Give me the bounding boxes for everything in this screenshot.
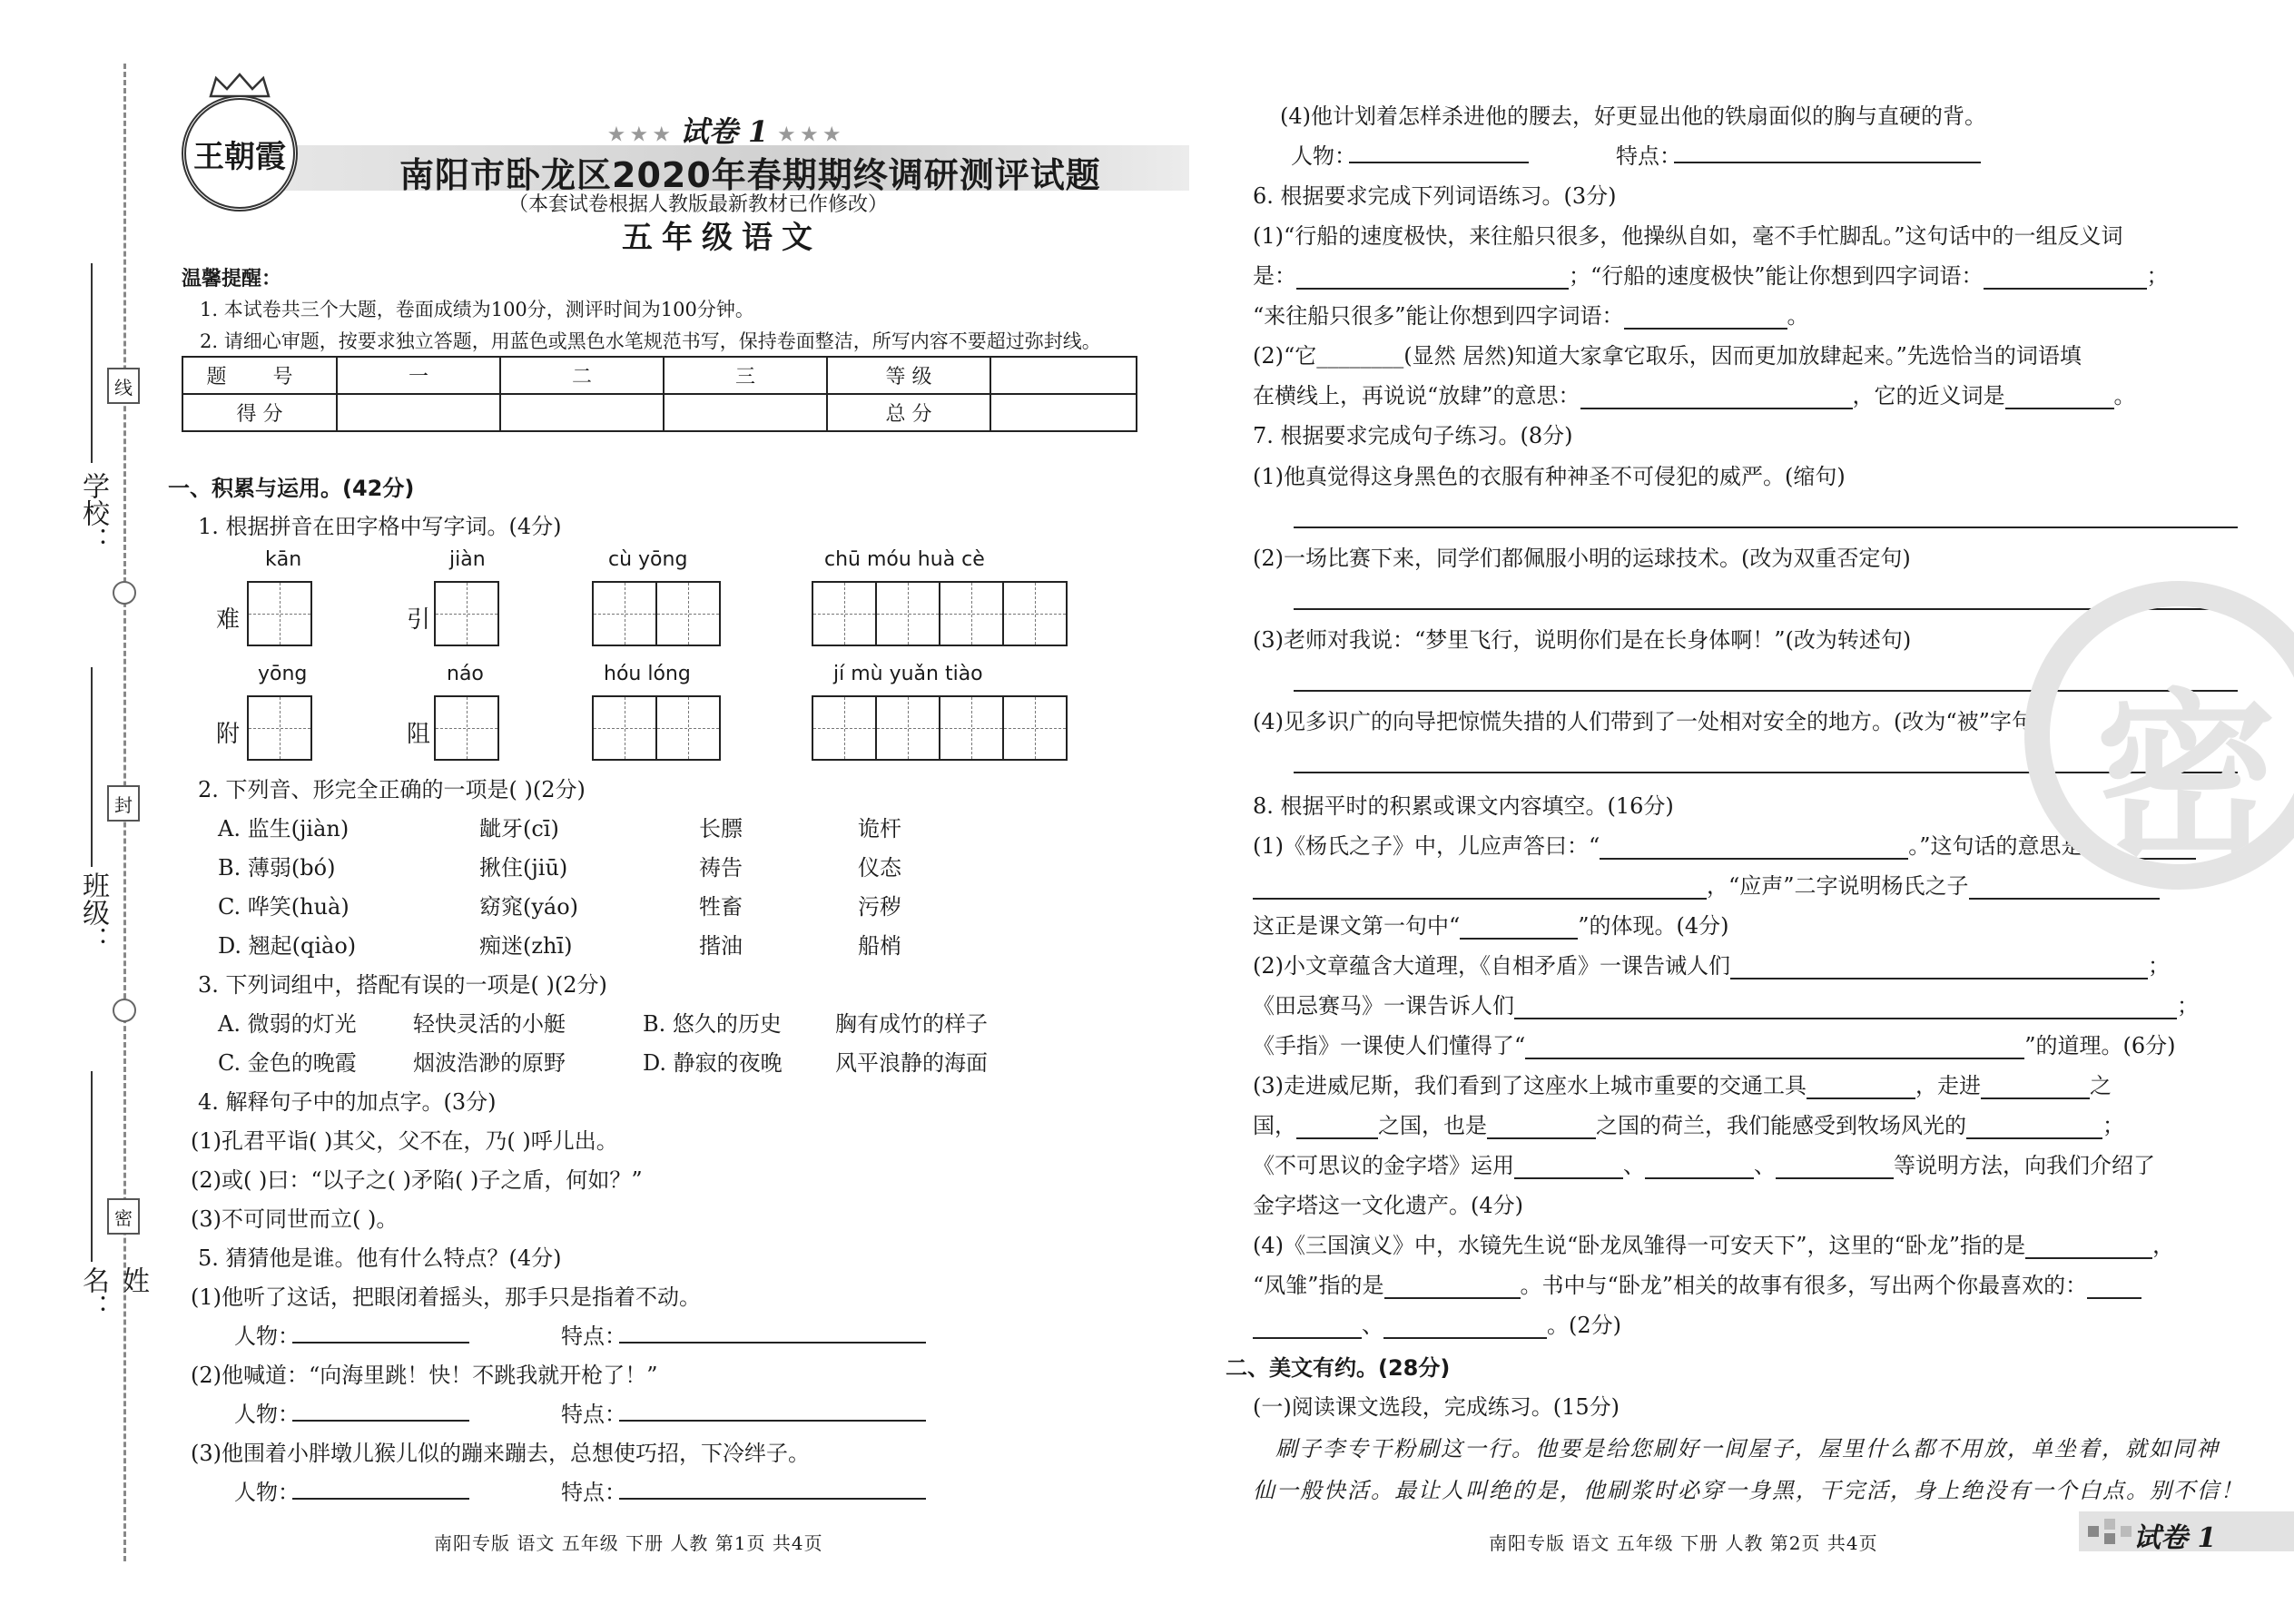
question-text: ；“行船的速度极快”能让你想到四字词语： — [1569, 263, 1984, 289]
question-text: “凤雏”指的是 — [1253, 1273, 1384, 1298]
option-cell: C. 金色的晚霞 — [218, 1050, 357, 1076]
star-icon: ★ ★ ★ — [778, 123, 841, 145]
tian-grid-box[interactable] — [592, 695, 657, 761]
question-text: 之国的荷兰，我们能感受到牧场风光的 — [1596, 1113, 1966, 1138]
tab-label: 试卷 1 — [2133, 1522, 2217, 1554]
question-text: ”的道理。(6分) — [2024, 1033, 2176, 1058]
question-text: 。 — [1787, 303, 1809, 329]
score-cell: 等 级 — [827, 357, 990, 394]
option-cell: 风平浪静的海面 — [835, 1050, 988, 1076]
section-title: 一、积累与运用。(42分) — [168, 476, 415, 501]
score-cell[interactable] — [664, 394, 827, 431]
tian-grid-box[interactable] — [247, 581, 312, 646]
person-label: 人物： — [234, 1480, 300, 1505]
option-cell: 胸有成竹的样子 — [835, 1011, 988, 1037]
score-cell: 得 分 — [182, 394, 337, 431]
tian-grid-box[interactable] — [655, 695, 721, 761]
class-label: 班级： — [77, 871, 109, 953]
option-cell: D. 静寂的夜晚 — [643, 1050, 783, 1076]
question-line: (2)“它________(显然 居然)知道大家拿它取乐，因而更加放肆起来。”先选恰当的词语填 — [1253, 343, 2082, 369]
q5-item: (3)他围着小胖墩儿猴儿似的蹦来蹦去，总想使巧招，下冷绊子。 — [191, 1441, 810, 1466]
question-line — [1253, 1028, 2176, 1059]
trait-blank[interactable] — [619, 1478, 926, 1500]
tian-grid-box[interactable] — [247, 695, 312, 761]
question-line — [1253, 378, 2136, 409]
tab-square-icon — [2088, 1526, 2099, 1537]
tian-grid-box[interactable] — [812, 695, 877, 761]
trait-label: 特点： — [1616, 143, 1681, 169]
question-text: (3)走进威尼斯，我们看到了这座水上城市重要的交通工具 — [1253, 1073, 1807, 1098]
tian-grid-box[interactable] — [1002, 695, 1068, 761]
answer-line[interactable]: (3)不可同世而立( )。 — [191, 1206, 399, 1232]
q5-item: (1)他听了这话，把眼闭着摇头，那手只是指着不动。 — [191, 1284, 701, 1310]
score-row — [182, 357, 1137, 394]
answer-blank[interactable] — [1984, 268, 2147, 290]
answer-blank[interactable] — [1981, 1078, 2090, 1099]
answer-blank[interactable] — [1966, 1117, 2102, 1139]
question-stem: 4. 解释句子中的加点字。(3分) — [198, 1089, 497, 1115]
person-blank[interactable] — [1349, 142, 1529, 163]
series-tab — [2079, 1511, 2294, 1554]
question-text: ”的体现。(4分) — [1578, 913, 1729, 939]
question-text: 、 — [1623, 1153, 1645, 1178]
score-cell[interactable] — [990, 394, 1137, 431]
question-line — [1253, 298, 1809, 330]
question-text: 《手指》一课使人们懂得了“ — [1253, 1033, 1526, 1058]
char-label: 阻 — [407, 721, 431, 748]
tian-grid-box[interactable] — [812, 581, 877, 646]
class-field[interactable] — [54, 667, 109, 958]
tian-grid-box[interactable] — [939, 695, 1004, 761]
tian-grid-box[interactable] — [592, 581, 657, 646]
question-line — [1253, 868, 2160, 900]
answer-blank[interactable] — [1600, 838, 1908, 860]
char-label: 难 — [216, 606, 241, 634]
seal-mark: 封 — [107, 785, 140, 822]
question-text: ； — [2148, 953, 2170, 979]
answer-blank[interactable] — [1776, 1157, 1894, 1179]
score-cell: 总 分 — [827, 394, 990, 431]
option-cell: 祷告 — [699, 855, 743, 881]
option-cell: A. 微弱的灯光 — [218, 1011, 357, 1037]
question-line: (2)一场比赛下来，同学们都佩服小明的运球技术。(改为双重否定句) — [1253, 546, 1911, 571]
question-text: 。 — [2113, 383, 2136, 408]
option-cell: 仪态 — [858, 855, 901, 881]
option-cell: B. 悠久的历史 — [643, 1011, 782, 1037]
question-text: ； — [2146, 263, 2169, 289]
question-stem: 7. 根据要求完成句子练习。(8分) — [1253, 423, 1573, 448]
question-line — [1253, 908, 1729, 940]
pinyin: yōng — [258, 663, 308, 685]
school-line — [91, 263, 93, 463]
score-cell[interactable] — [337, 394, 500, 431]
question-line: (4)见多识广的向导把惊慌失措的人们带到了一处相对安全的地方。(改为“被”字句) — [1253, 709, 2043, 734]
question-stem: 8. 根据平时的积累或课文内容填空。(16分) — [1253, 793, 1674, 819]
score-table — [182, 356, 1137, 432]
option-cell: 诡杆 — [858, 816, 901, 842]
option-cell: C. 哗笑(huà) — [218, 894, 350, 920]
question-text: “来往船只很多”能让你想到四字词语： — [1253, 303, 1624, 329]
question-line — [1253, 258, 2169, 290]
question-text: ， — [2152, 1233, 2175, 1258]
score-cell[interactable] — [990, 357, 1137, 394]
answer-blank[interactable] — [1645, 1157, 1754, 1179]
tip-item: 2. 请细心审题，按要求独立答题，用蓝色或黑色水笔规范书写，保持卷面整洁，所写内容不要超过弥封线。 — [200, 330, 1101, 352]
answer-blank[interactable] — [1253, 1317, 1362, 1339]
question-text: 是： — [1253, 263, 1296, 289]
answer-blank[interactable] — [1383, 1317, 1547, 1339]
answer-line[interactable]: (1)孔君平诣( )其父，父不在，乃( )呼儿出。 — [191, 1128, 618, 1154]
person-label: 人物： — [1291, 143, 1356, 169]
name-field[interactable] — [54, 1071, 149, 1343]
question-text: (1)《杨氏之子》中，儿应声答曰：“ — [1253, 833, 1600, 859]
char-label: 附 — [216, 721, 241, 748]
score-cell[interactable] — [500, 394, 664, 431]
answer-blank[interactable] — [1296, 1117, 1378, 1139]
question-text: 国， — [1253, 1113, 1296, 1138]
question-text: 。”这句话的意思是： — [1908, 833, 2105, 859]
option-cell: D. 翘起(qiào) — [218, 933, 357, 959]
option-cell: 龇牙(cī) — [479, 816, 559, 842]
seal-mark: 密 — [107, 1198, 140, 1235]
question-line — [1253, 1147, 2155, 1179]
q5-item: (2)他喊道：“向海里跳！快！不跳我就开枪了！” — [191, 1363, 658, 1388]
question-text: 这正是课文第一句中“ — [1253, 913, 1461, 939]
trait-blank[interactable] — [619, 1400, 926, 1422]
tian-grid-box[interactable] — [939, 581, 1004, 646]
tian-grid-box[interactable] — [434, 695, 499, 761]
answer-blank[interactable] — [1730, 958, 2148, 979]
tian-grid-box[interactable] — [434, 581, 499, 646]
score-cell: 三 — [664, 357, 827, 394]
pinyin: cù yōng — [608, 548, 688, 571]
pinyin: jiàn — [449, 548, 486, 571]
question-text: 、 — [1754, 1153, 1776, 1178]
answer-blank[interactable] — [1514, 998, 2177, 1019]
option-cell: 窈窕(yáo) — [479, 894, 579, 920]
grade-subject: 五年级语文 — [622, 220, 822, 256]
tian-grid-box[interactable] — [1002, 581, 1068, 646]
question-text: 在横线上，再说说“放肆”的意思： — [1253, 383, 1580, 408]
trait-blank[interactable] — [1674, 142, 1981, 163]
option-cell: 烟波浩渺的原野 — [413, 1050, 566, 1076]
trait-blank[interactable] — [619, 1322, 926, 1343]
pinyin: náo — [447, 663, 484, 685]
pinyin: hóu lóng — [604, 663, 691, 685]
question-text: 之 — [2090, 1073, 2112, 1098]
tian-grid-box[interactable] — [875, 581, 940, 646]
series-label: 试卷 1 — [679, 114, 769, 149]
answer-blank[interactable] — [1253, 878, 1707, 900]
question-line — [1253, 1227, 2174, 1259]
question-text: 《田忌赛马》一课告诉人们 — [1253, 993, 1514, 1019]
score-cell: 二 — [500, 357, 664, 394]
option-cell: A. 监生(jiàn) — [218, 816, 350, 842]
answer-blank[interactable] — [2005, 388, 2114, 409]
tips-heading: 温馨提醒： — [182, 268, 282, 290]
person-blank[interactable] — [292, 1400, 469, 1422]
question-line: (1)“行船的速度极快，来往船只很多，他操纵自如，毫不手忙脚乱。”这句话中的一组反义词 — [1253, 223, 2123, 249]
watermark-glyph: 密 — [2095, 674, 2278, 885]
person-blank[interactable] — [292, 1322, 469, 1343]
answer-blank[interactable] — [2087, 1277, 2141, 1299]
section-title: 二、美文有约。(28分) — [1226, 1355, 1451, 1381]
question-text: 《不可思议的金字塔》运用 — [1253, 1153, 1514, 1178]
binding-strip — [0, 0, 163, 1624]
binding-hole — [113, 581, 136, 605]
score-cell: 一 — [337, 357, 500, 394]
answer-blank[interactable] — [1580, 388, 1853, 409]
name-line — [91, 1071, 93, 1262]
option-cell: 揪住(jiū) — [479, 855, 568, 881]
question-stem: 1. 根据拼音在田字格中写字词。(4分) — [198, 514, 562, 539]
q5-item: (4)他计划着怎样杀进他的腰去，好更显出他的铁扇面似的胸与直硬的背。 — [1280, 103, 1986, 129]
passage-line: 刷子李专干粉刷这一行。他要是给您刷好一间屋子，屋里什么都不用放，单坐着，就如同神 — [1275, 1436, 2220, 1462]
tab-square-icon — [2121, 1526, 2132, 1537]
series-mark — [608, 109, 840, 151]
answer-blank[interactable] — [1296, 268, 1569, 290]
question-stem: 3. 下列词组中，搭配有误的一项是( )(2分) — [198, 972, 607, 998]
answer-blank[interactable] — [1514, 1157, 1623, 1179]
answer-blank[interactable] — [1384, 1277, 1521, 1299]
option-cell: 污秽 — [858, 894, 901, 920]
name-label: 姓名： — [77, 1266, 149, 1321]
answer-line[interactable]: (2)或( )曰：“以子之( )矛陷( )子之盾，何如？” — [191, 1167, 643, 1193]
option-cell: B. 薄弱(bó) — [218, 855, 336, 881]
tab-square-icon — [2104, 1533, 2115, 1544]
question-text: ； — [2102, 1113, 2124, 1138]
option-cell: 牲畜 — [699, 894, 743, 920]
question-line — [1253, 1107, 2124, 1139]
pinyin: kān — [265, 548, 302, 571]
question-line — [1253, 1307, 1621, 1339]
question-line: 金字塔这一文化遗产。(4分) — [1253, 1193, 1523, 1218]
tian-grid-box[interactable] — [655, 581, 721, 646]
answer-blank[interactable] — [1487, 1117, 1596, 1139]
class-line — [91, 667, 93, 867]
question-stem: 6. 根据要求完成下列词语练习。(3分) — [1253, 183, 1617, 209]
question-text: 、 — [1362, 1313, 1383, 1338]
question-text: (2)小文章蕴含大道理，《自相矛盾》一课告诫人们 — [1253, 953, 1730, 979]
option-cell: 长膘 — [699, 816, 743, 842]
person-blank[interactable] — [292, 1478, 469, 1500]
option-cell: 轻快灵活的小艇 — [413, 1011, 566, 1037]
tab-square-icon — [2104, 1519, 2115, 1530]
publisher-logo — [182, 95, 298, 212]
person-label: 人物： — [234, 1324, 300, 1349]
question-line — [1253, 948, 2170, 979]
passage-line: 仙一般快活。最让人叫绝的是，他刷浆时必穿一身黑，干完活，身上绝没有一个白点。别不信！ — [1253, 1478, 2244, 1503]
seal-mark: 线 — [107, 368, 140, 404]
trait-label: 特点： — [561, 1402, 626, 1427]
option-cell: 船梢 — [858, 933, 901, 959]
pinyin: chū móu huà cè — [824, 548, 985, 571]
school-label: 学校： — [77, 472, 109, 554]
question-line — [1253, 828, 2196, 860]
question-line: (1)他真觉得这身黑色的衣服有种神圣不可侵犯的威严。(缩句) — [1253, 464, 1846, 489]
tian-grid-box[interactable] — [875, 695, 940, 761]
char-label: 引 — [407, 606, 431, 634]
question-line — [1253, 988, 2199, 1019]
exam-title: 南阳市卧龙区2020年春期期终调研测评试题 — [399, 155, 1101, 195]
question-stem: 2. 下列音、形完全正确的一项是( )(2分) — [198, 777, 586, 802]
question-text: 。书中与“卧龙”相关的故事有很多，写出两个你最喜欢的： — [1520, 1273, 2088, 1298]
question-text: 等说明方法，向我们介绍了 — [1894, 1153, 2155, 1178]
trait-label: 特点： — [561, 1324, 626, 1349]
question-stem: (一)阅读课文选段，完成练习。(15分) — [1253, 1394, 1620, 1420]
question-line: (3)老师对我说：“梦里飞行，说明你们是在长身体啊！”(改为转述句) — [1253, 627, 1912, 653]
person-label: 人物： — [234, 1402, 300, 1427]
question-text: ，它的近义词是 — [1852, 383, 2005, 408]
pinyin: jí mù yuǎn tiào — [833, 663, 983, 685]
answer-line[interactable] — [1294, 527, 2238, 528]
question-line — [1253, 1267, 2141, 1299]
question-text: 。(2分) — [1547, 1313, 1621, 1338]
answer-blank[interactable] — [1807, 1078, 1915, 1099]
option-cell: 痴迷(zhī) — [479, 933, 573, 959]
answer-blank[interactable] — [1624, 308, 1787, 330]
score-row — [182, 394, 1137, 431]
score-cell: 题 号 — [182, 357, 337, 394]
trait-label: 特点： — [561, 1480, 626, 1505]
question-text: ，“应声”二字说明杨氏之子 — [1707, 873, 1969, 899]
star-icon: ★ ★ ★ — [608, 123, 670, 145]
question-line — [1253, 1068, 2112, 1099]
answer-blank[interactable] — [1460, 918, 1578, 940]
exam-subtitle: （本套试卷根据人教版最新教材已作修改） — [508, 193, 889, 216]
option-cell: 揩油 — [699, 933, 743, 959]
answer-blank[interactable] — [1525, 1038, 2024, 1059]
answer-blank[interactable] — [2025, 1237, 2152, 1259]
page-footer: 南阳专版 语文 五年级 下册 人教 第2页 共4页 — [1489, 1532, 1878, 1554]
question-text: ； — [2177, 993, 2199, 1019]
school-field[interactable] — [54, 263, 109, 554]
question-text: ，走进 — [1915, 1073, 1981, 1098]
question-stem: 5. 猜猜他是谁。他有什么特点？(4分) — [198, 1245, 562, 1271]
logo-text: 王朝霞 — [193, 138, 286, 175]
question-text: (4)《三国演义》中，水镜先生说“卧龙凤雏得一可安天下”，这里的“卧龙”指的是 — [1253, 1233, 2026, 1258]
page-footer: 南阳专版 语文 五年级 下册 人教 第1页 共4页 — [434, 1532, 823, 1554]
question-text: 之国，也是 — [1378, 1113, 1487, 1138]
binding-hole — [113, 999, 136, 1022]
tip-item: 1. 本试卷共三个大题，卷面成绩为100分，测评时间为100分钟。 — [200, 299, 754, 320]
